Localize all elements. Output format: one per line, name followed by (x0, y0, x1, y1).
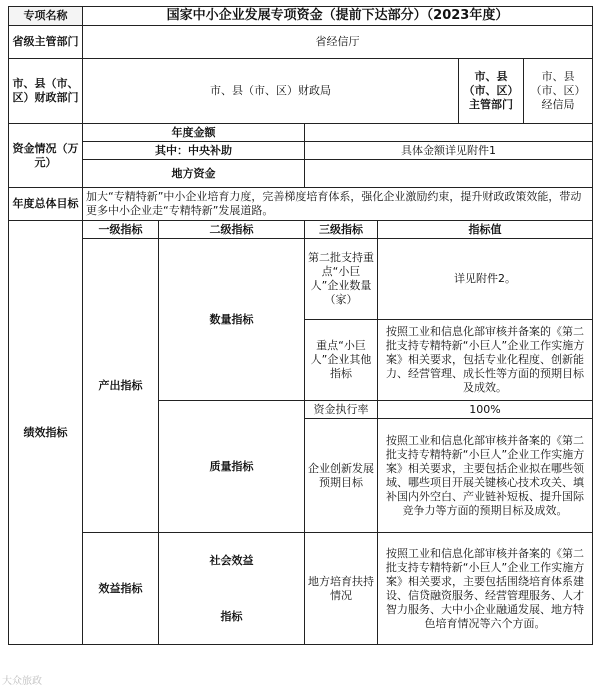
indicator-l3: 企业创新发展预期目标 (305, 419, 378, 533)
header-value: 指标值 (378, 221, 593, 239)
provincial-dept-label: 省级主管部门 (9, 26, 83, 59)
header-level2: 二级指标 (159, 221, 305, 239)
indicator-value: 详见附件2。 (378, 239, 593, 320)
indicator-l3: 资金执行率 (305, 401, 378, 419)
city-dept-label: 市、县（市、区）主管部门 (459, 59, 524, 124)
indicator-value: 按照工业和信息化部审核并备案的《第二批支持专精特新“小巨人”企业工作实施方案》相关要求，包括专业化程度、创新能力、经营管理、成长性等方面的预期目标及成效。 (378, 320, 593, 401)
local-funds-value (305, 160, 593, 188)
project-name-label: 专项名称 (9, 7, 83, 26)
social-benefit-label-a: 社会效益 (209, 553, 254, 567)
city-finance-label: 市、县（市、区）财政部门 (9, 59, 83, 124)
central-subsidy-label: 其中：中央补助 (83, 142, 305, 160)
indicator-value: 按照工业和信息化部审核并备案的《第二批支持专精特新“小巨人”企业工作实施方案》相关要求，主要包括企业拟在哪些领域、哪些项目开展关键核心技术攻关、填补国内外空白、产业链补短板、提升国际竞争力等方面的预期目标及成效。 (378, 419, 593, 533)
indicator-l3: 地方培育扶持情况 (305, 533, 378, 645)
annual-amount-value (305, 124, 593, 142)
quantity-indicator-label: 数量指标 (159, 239, 305, 401)
funds-note: 具体金额详见附件1 (305, 142, 593, 160)
social-benefit-label (159, 533, 305, 645)
header-level1: 一级指标 (83, 221, 159, 239)
header-level3: 三级指标 (305, 221, 378, 239)
indicator-value: 按照工业和信息化部审核并备案的《第二批支持专精特新“小巨人”企业工作实施方案》相关要求，主要包括围绕培育体系建设、信贷融资服务、经营管理服务、人才智力服务、大中小企业融通发展、地方特色培育情况等六个方面。 (378, 533, 593, 645)
benefit-indicator-label: 效益指标 (83, 533, 159, 645)
quality-indicator-label: 质量指标 (159, 401, 305, 533)
annual-amount-label: 年度金额 (83, 124, 305, 142)
annual-goal-label: 年度总体目标 (9, 188, 83, 221)
project-name-value: 国家中小企业发展专项资金（提前下达部分）（2023年度） (83, 7, 593, 26)
output-indicator-label: 产出指标 (83, 239, 159, 533)
watermark: 大众旅政 (2, 676, 42, 687)
city-dept-value: 市、县（市、区）经信局 (524, 59, 593, 124)
provincial-dept-value: 省经信厅 (83, 26, 593, 59)
indicator-l3: 重点“小巨人”企业其他指标 (305, 320, 378, 401)
performance-label: 绩效指标 (9, 221, 83, 645)
local-funds-label: 地方资金 (83, 160, 305, 188)
funds-label: 资金情况（万元） (9, 124, 83, 188)
indicator-l3: 第二批支持重点“小巨人”企业数量（家） (305, 239, 378, 320)
annual-goal-text: 加大“专精特新”中小企业培育力度，完善梯度培育体系，强化企业激励约束，提升财政政策效能，带动更多中小企业走“专精特新”发展道路。 (83, 188, 593, 221)
indicator-value: 100% (378, 401, 593, 419)
city-finance-value: 市、县（市、区）财政局 (83, 59, 459, 124)
budget-table (8, 6, 593, 645)
social-benefit-label-b: 指标 (220, 609, 243, 623)
